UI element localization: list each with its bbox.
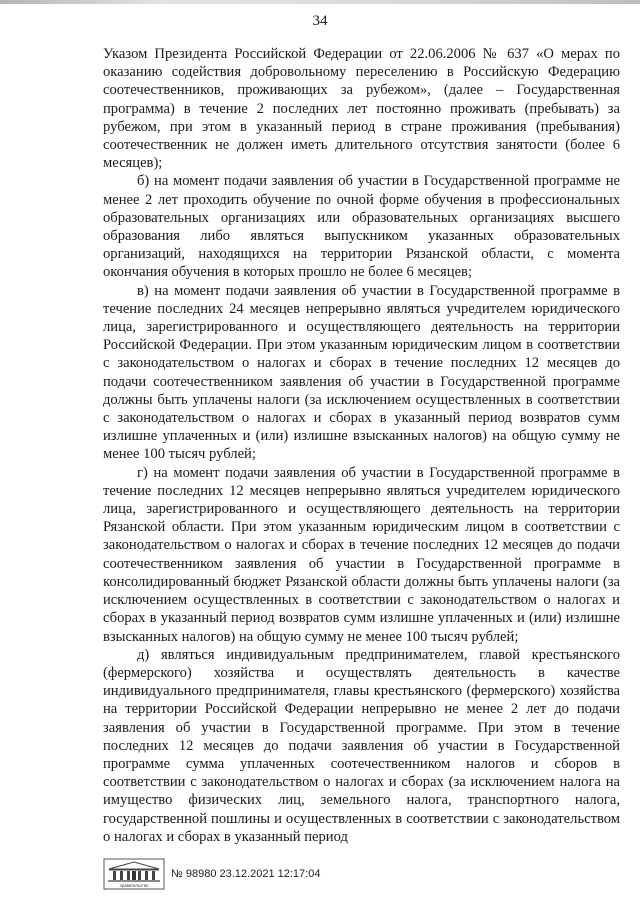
government-building-stamp-icon: [103, 858, 165, 890]
document-footer: [103, 858, 463, 894]
page-number: 34: [312, 13, 328, 29]
paragraph-item-g: г) на момент подачи заявления об участии в Государственной программе в течение последних 12 месяцев непрерывно являться учредителем юридического лица, зарегистрированного и осуществляющего деятельность на территории Рязанской области. При этом указанным юридическим лицом в соответствии с законодательством о налогах и сборах в течение последних 12 месяцев до подачи соотечественником заявления об участии в Государственной программе в консолидированный бюджет Рязанской области должны быть уплачены налоги (за исключением осуществленных в соответствии с законодательством о налогах и сборах в указанный период возвратов сумм излишне уплаченных и (или) излишне взысканных налогов) на общую сумму не менее 100 тысяч рублей;: [103, 464, 620, 645]
paragraph-item-b: б) на момент подачи заявления об участии в Государственной программе не менее 2 лет проходить обучение по очной форме обучения в профессиональных образовательных организациях или образовательных организациях высшего образования либо являться выпускником указанных образовательных организаций, находящихся на территории Рязанской области, с момента окончания обучения в которых прошло не более 6 месяцев;: [103, 173, 620, 281]
scan-top-edge: [0, 0, 640, 4]
registration-timestamp: 23.12.2021 12:17:04: [219, 868, 321, 880]
stamp-caption: правительство: [119, 883, 149, 888]
paragraph-item-v: в) на момент подачи заявления об участии в Государственной программе в течение последних 24 месяцев непрерывно являться учредителем юридического лица, зарегистрированного и осуществляющего деятельность на территории Российской Федерации. При этом указанным юридическим лицом в соответствии с законодательством о налогах и сборах в течение последних 12 месяцев до подачи соотечественником заявления об участии в Государственной программе должны быть уплачены налоги (за исключением осуществленных в соответствии с законодательством о налогах и сборах в указанный период возвратов сумм излишне уплаченных и (или) излишне взысканных налогов) на общую сумму не менее 100 тысяч рублей;: [103, 282, 620, 463]
registration-info: [171, 867, 320, 881]
document-body: [103, 45, 620, 846]
paragraph-item-d: д) являться индивидуальным предпринимателем, главой крестьянского (фермерского) хозяйства и осуществлять деятельность в качестве индивидуального предпринимателя, главы крестьянского (фермерского) хозяйства на территории Российской Федерации непрерывно не менее 2 лет до подачи заявления об участии в Государственной программе. При этом в течение последних 12 месяцев до подачи заявления об участии в Государственной программе сумма уплаченных соотечественником налогов и сборов в соответствии с законодательством о налогах и сборах (за исключением налога на имущество физических лиц, земельного налога, транспортного налога, государственной пошлины и осуществленных в соответствии с законодательством о налогах и сборах в указанный период: [103, 646, 620, 845]
paragraph-continuation: Указом Президента Российской Федерации от 22.06.2006 № 637 «О мерах по оказанию содействия добровольному переселению в Российскую Федерацию соотечественников, проживающих за рубежом», (далее – Государственная программа) в течение 2 последних лет постоянно проживать (пребывать) за рубежом, при этом в указанный период в стране проживания (пребывания) соотечественник не должен иметь длительного отсутствия занятости (более 6 месяцев);: [103, 46, 620, 172]
document-number: № 98980: [171, 868, 217, 880]
